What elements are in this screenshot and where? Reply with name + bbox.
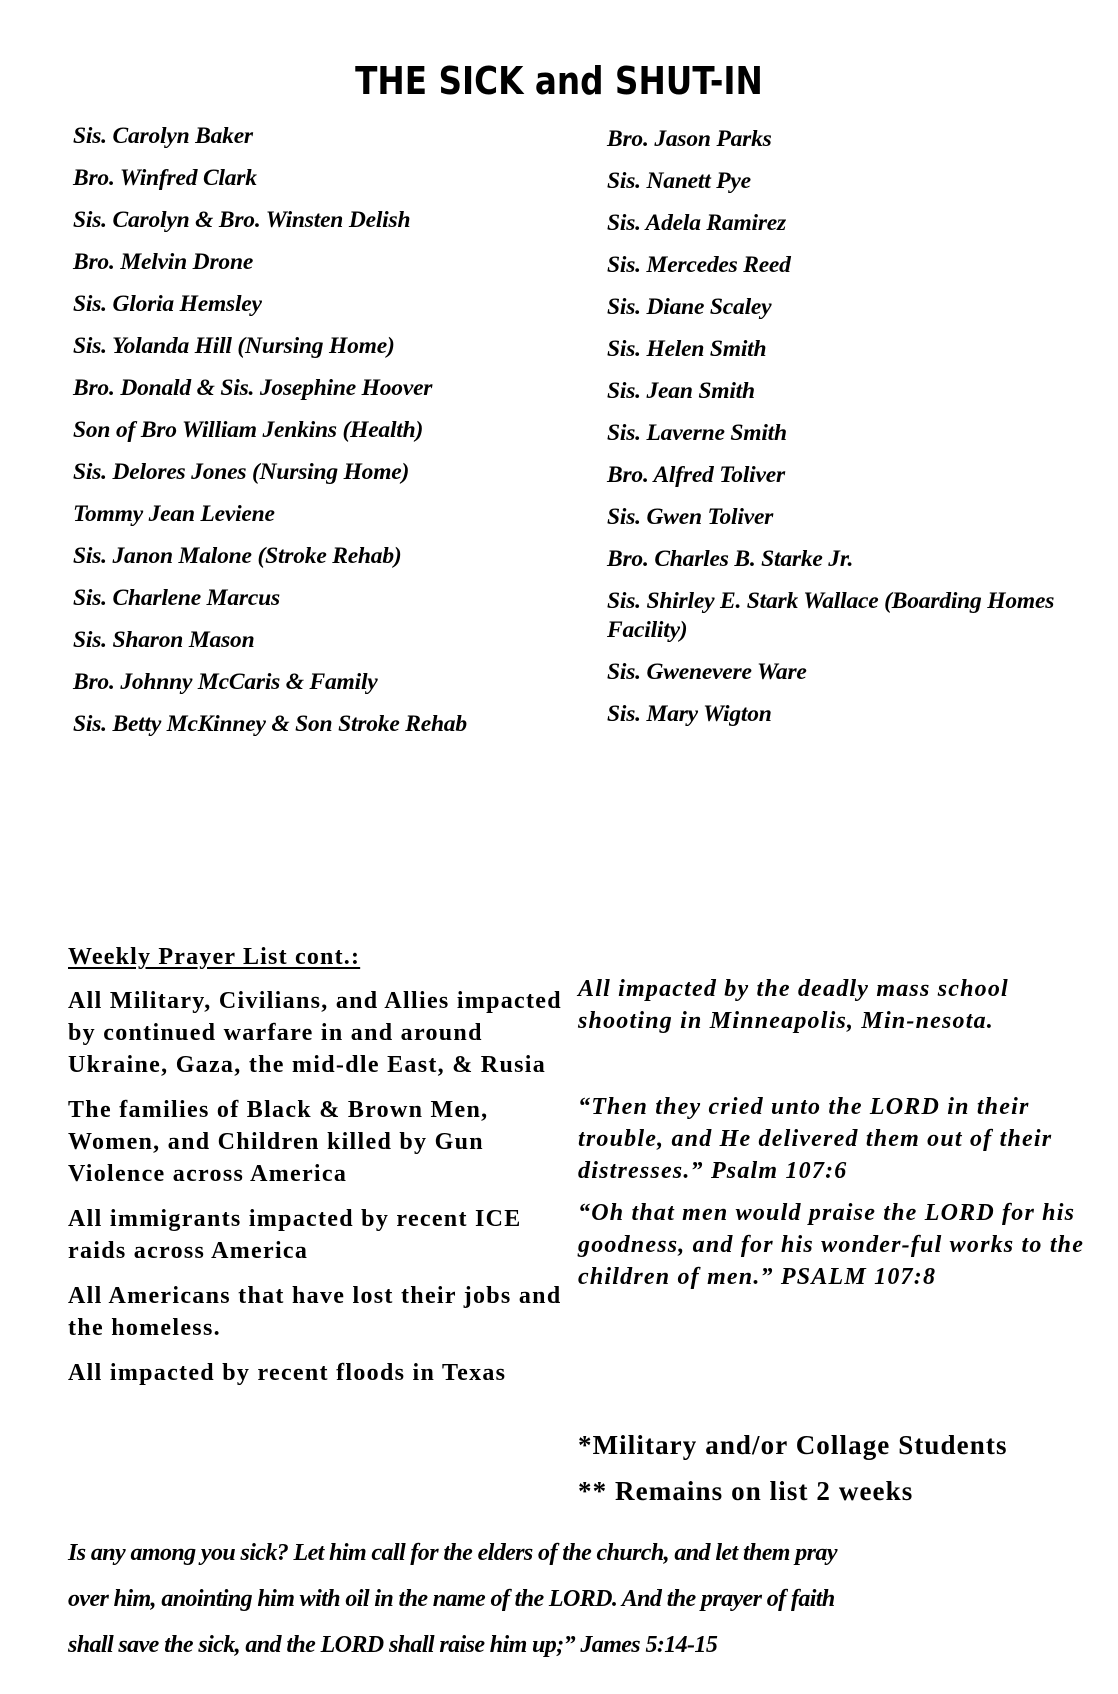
sick-list-left-column [73,122,573,752]
sick-list-item: Sis. Helen Smith [607,336,767,362]
closing-verse [68,1530,1108,1668]
prayer-item: All immigrants impacted by recent ICE raids across America [68,1206,522,1264]
sick-list-item: Bro. Alfred Toliver [607,462,785,488]
sick-list-item: Sis. Gwen Toliver [607,504,774,530]
prayer-item: All impacted by recent floods in Texas [68,1360,507,1386]
prayer-item: All impacted by the deadly mass school shooting in Minneapolis, Min-nesota. [578,976,1009,1034]
sick-list-item: Sis. Mercedes Reed [607,252,791,278]
sick-list-item: Sis. Adela Ramirez [607,210,786,236]
prayer-list-left-column [68,985,568,1402]
closing-verse-line: over him, anointing him with oil in the name of the LORD. And the prayer of faith [68,1586,835,1612]
sick-list-item: Sis. Janon Malone (Stroke Rehab) [73,543,402,569]
sick-list-item: Sis. Gwenevere Ware [607,659,807,685]
note-military-students: *Military and/or Collage Students [578,1430,1008,1460]
note-remains-two-weeks: ** Remains on list 2 weeks [578,1476,914,1506]
scripture-quote: “Then they cried unto the LORD in their trouble, and He delivered them out of their distresses.” Psalm 107:6 [578,1094,1053,1184]
sick-list-item: Son of Bro William Jenkins (Health) [73,417,424,443]
prayer-item: The families of Black & Brown Men, Women, and Children killed by Gun Violence across America [68,1097,489,1187]
sick-list-item: Bro. Jason Parks [607,126,772,152]
sick-list-item: Sis. Shirley E. Stark Wallace (Boarding Homes Facility) [607,588,1055,643]
page-title: THE SICK and SHUT-IN [355,59,763,103]
sick-list-item: Sis. Carolyn Baker [73,123,253,149]
closing-verse-line: shall save the sick, and the LORD shall raise him up;” James 5:14-15 [68,1632,718,1658]
scripture-quote: “Oh that men would praise the LORD for his goodness, and for his wonder-ful works to the children of men.” PSALM 107:8 [578,1200,1085,1290]
sick-list-item: Sis. Gloria Hemsley [73,291,262,317]
sick-list-right-column [607,125,1087,742]
sick-list-item: Bro. Charles B. Starke Jr. [607,546,854,572]
sick-list-item: Sis. Charlene Marcus [73,585,280,611]
sick-list-item: Bro. Winfred Clark [73,165,257,191]
sick-list-item: Sis. Delores Jones (Nursing Home) [73,459,410,485]
sick-list-item: Sis. Nanett Pye [607,168,751,194]
prayer-item: All Americans that have lost their jobs and the homeless. [68,1283,562,1341]
sick-list-item: Sis. Carolyn & Bro. Winsten Delish [73,207,411,233]
sick-list-item: Sis. Betty McKinney & Son Stroke Rehab [73,711,467,737]
prayer-list-right-column [578,973,1098,1293]
sick-list-item: Sis. Yolanda Hill (Nursing Home) [73,333,395,359]
sick-list-item: Sis. Mary Wigton [607,701,772,727]
sick-list-item: Sis. Jean Smith [607,378,755,404]
prayer-list-heading: Weekly Prayer List cont.: [68,944,361,970]
sick-list-item: Tommy Jean Leviene [73,501,275,527]
list-notes [578,1428,1118,1520]
sick-list-item: Bro. Donald & Sis. Josephine Hoover [73,375,433,401]
prayer-item: All Military, Civilians, and Allies impacted by continued warfare in and around Ukraine, Gaza, the mid-dle East, & Rusia [68,988,562,1078]
sick-list-item: Bro. Melvin Drone [73,249,254,275]
sick-list-item: Bro. Johnny McCaris & Family [73,669,378,695]
sick-list-item: Sis. Sharon Mason [73,627,255,653]
sick-list-item: Sis. Diane Scaley [607,294,772,320]
closing-verse-line: Is any among you sick? Let him call for the elders of the church, and let them pray [68,1540,837,1566]
sick-list-item: Sis. Laverne Smith [607,420,787,446]
